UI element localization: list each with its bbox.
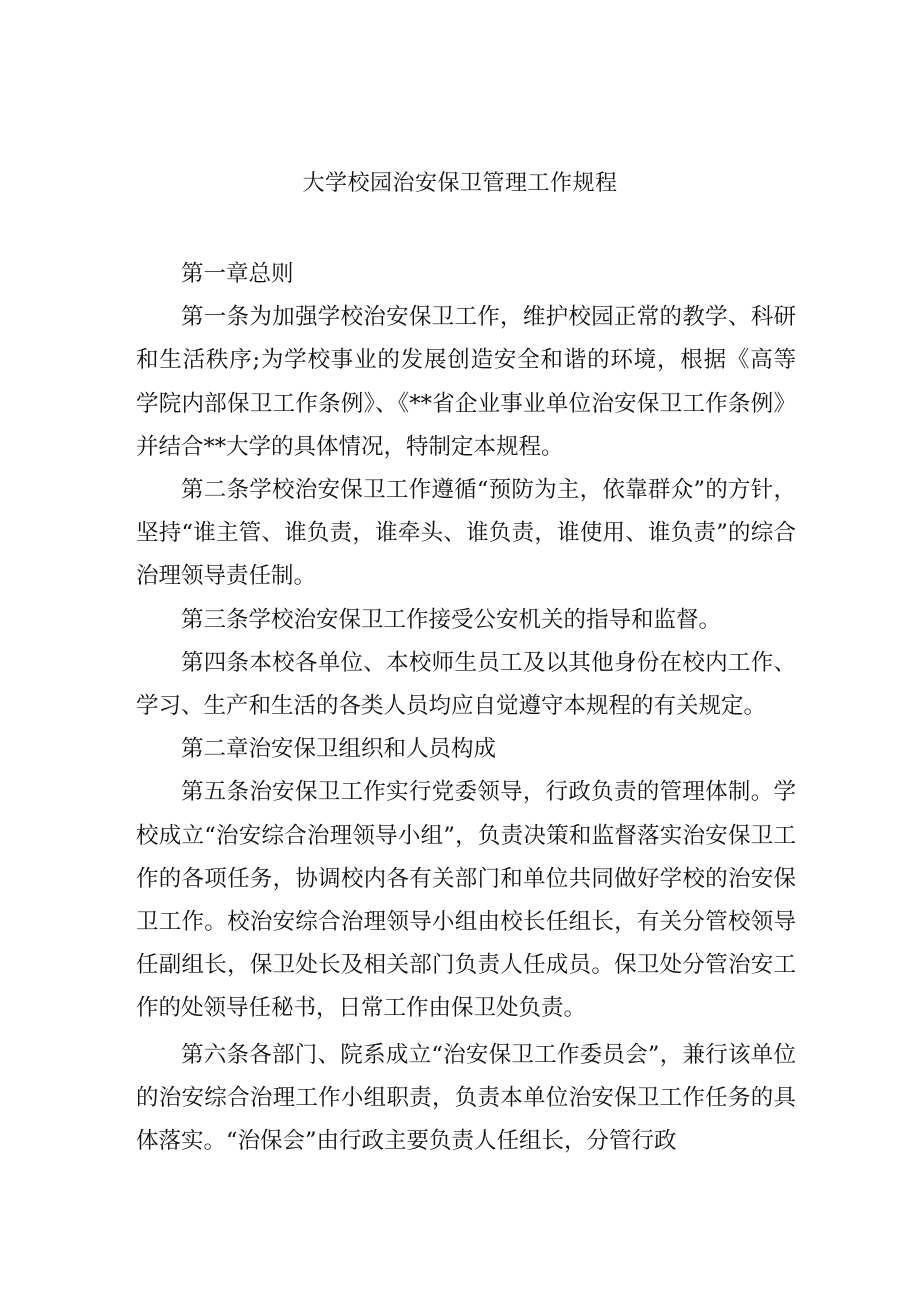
document-title: 大学校园治安保卫管理工作规程 — [302, 171, 618, 196]
chapter-heading: 第二章治安保卫组织和人员构成 — [181, 736, 497, 763]
article-paragraph: 第五条治安保卫工作实行党委领导，行政负责的管理体制。学校成立“治安综合治理领导小组”，负责决策和监督落实治安保卫工作的各项任务，协调校内各有关部门和单位共同做好学校的治安保卫工作。校治安综合治理领导小组由校长任组长，有关分管校领导任副组长，保卫处长及相关部门负责人任成员。保卫处分管治安工作的处领导任秘书，日常工作由保卫处负责。 — [136, 779, 796, 1022]
article-paragraph: 第一条为加强学校治安保卫工作，维护校园正常的教学、科研和生活秩序;为学校事业的发展创造安全和谐的环境，根据《高等学院内部保卫工作条例》、《**省企业事业单位治安保卫工作条例》并结合**大学的具体情况，特制定本规程。 — [136, 304, 796, 460]
document-body — [136, 253, 796, 1163]
article-paragraph: 第三条学校治安保卫工作接受公安机关的指导和监督。 — [181, 606, 722, 633]
article-paragraph: 第四条本校各单位、本校师生员工及以其他身份在校内工作、学习、生产和生活的各类人员均应自觉遵守本规程的有关规定。 — [136, 649, 796, 720]
article-paragraph: 第六条各部门、院系成立“治安保卫工作委员会”，兼行该单位的治安综合治理工作小组职责，负责本单位治安保卫工作任务的具体落实。“治保会”由行政主要负责人任组长，分管行政 — [136, 1041, 796, 1155]
article-paragraph: 第二条学校治安保卫工作遵循“预防为主，依靠群众”的方针，坚持“谁主管、谁负责，谁牵头、谁负责，谁使用、谁负责”的综合治理领导责任制。 — [136, 477, 796, 590]
chapter-heading: 第一章总则 — [181, 261, 294, 287]
